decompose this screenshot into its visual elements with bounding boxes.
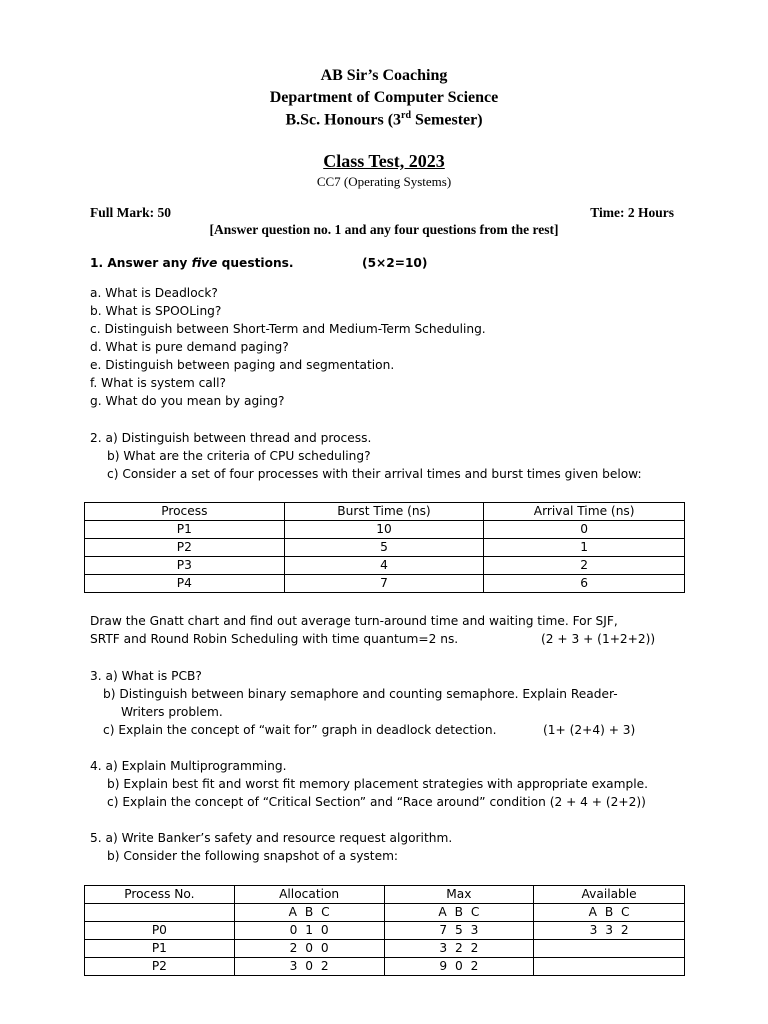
table-cell: 7 bbox=[284, 575, 484, 593]
table-cell: P1 bbox=[85, 940, 235, 958]
q1-item-e: e. Distinguish between paging and segmentation. bbox=[90, 358, 395, 372]
table-cell: P3 bbox=[85, 557, 285, 575]
test-title: Class Test, 2023 bbox=[323, 151, 445, 171]
q4-a: 4. a) Explain Multiprogramming. bbox=[90, 759, 287, 773]
table-subheader-row bbox=[85, 904, 685, 922]
q2-after-line1: Draw the Gnatt chart and find out average turn-around time and waiting time. For SJF, bbox=[90, 614, 618, 628]
table-cell: P2 bbox=[85, 539, 285, 557]
table-header-cell: Arrival Time (ns) bbox=[484, 503, 685, 521]
table-cell bbox=[534, 940, 685, 958]
table-header-cell: Process bbox=[85, 503, 285, 521]
q3-c: c) Explain the concept of “wait for” graph in deadlock detection. bbox=[103, 723, 497, 737]
table-cell: 2 0 0 bbox=[234, 940, 384, 958]
table-cell: P1 bbox=[85, 521, 285, 539]
instruction: [Answer question no. 1 and any four questions from the rest] bbox=[209, 222, 559, 237]
table-header-row bbox=[85, 503, 685, 521]
table-cell: 0 1 0 bbox=[234, 922, 384, 940]
table-cell: P2 bbox=[85, 958, 235, 976]
q1-suffix: questions. bbox=[217, 256, 294, 270]
table-cell: 10 bbox=[284, 521, 484, 539]
q1-marks: (5×2=10) bbox=[362, 256, 428, 270]
table-row bbox=[85, 575, 685, 593]
department-name: Department of Computer Science bbox=[269, 89, 499, 106]
table-cell: 3 2 2 bbox=[384, 940, 534, 958]
q2-after-line2: SRTF and Round Robin Scheduling with time quantum=2 ns. bbox=[90, 632, 459, 646]
q4-c: c) Explain the concept of “Critical Section” and “Race around” condition (2 + 4 + (2+2)) bbox=[107, 795, 646, 809]
table-header-row bbox=[85, 886, 685, 904]
q1-item-c: c. Distinguish between Short-Term and Medium-Term Scheduling. bbox=[90, 322, 486, 336]
q3-b2: Writers problem. bbox=[121, 705, 223, 719]
course-name bbox=[0, 110, 768, 129]
table-cell: 7 5 3 bbox=[384, 922, 534, 940]
table-row bbox=[85, 922, 685, 940]
table-cell: P0 bbox=[85, 922, 235, 940]
q4-b: b) Explain best fit and worst fit memory placement strategies with appropriate example. bbox=[107, 777, 649, 791]
course-prefix: B.Sc. Honours (3 bbox=[285, 111, 402, 129]
course-suffix: Semester) bbox=[411, 111, 483, 129]
table-cell: 3 0 2 bbox=[234, 958, 384, 976]
table-cell: 1 bbox=[484, 539, 685, 557]
table-subheader-cell: A B C bbox=[234, 904, 384, 922]
table-cell: 5 bbox=[284, 539, 484, 557]
q3-b1: b) Distinguish between binary semaphore and counting semaphore. Explain Reader- bbox=[103, 687, 618, 701]
q1-item-g: g. What do you mean by aging? bbox=[90, 394, 285, 408]
q1-emph: five bbox=[191, 256, 218, 270]
table-row bbox=[85, 958, 685, 976]
q5-b: b) Consider the following snapshot of a system: bbox=[107, 849, 399, 863]
table-header-cell: Available bbox=[534, 886, 685, 904]
q1-prefix: 1. Answer any bbox=[90, 256, 192, 270]
table-subheader-cell bbox=[85, 904, 235, 922]
table-cell: 4 bbox=[284, 557, 484, 575]
table-row bbox=[85, 521, 685, 539]
table-header-cell: Allocation bbox=[234, 886, 384, 904]
table-subheader-cell: A B C bbox=[384, 904, 534, 922]
time-limit: Time: 2 Hours bbox=[590, 205, 674, 220]
table-cell: 3 3 2 bbox=[534, 922, 685, 940]
q1-item-b: b. What is SPOOLing? bbox=[90, 304, 222, 318]
table-cell: P4 bbox=[85, 575, 285, 593]
table-header-cell: Process No. bbox=[85, 886, 235, 904]
table-cell: 2 bbox=[484, 557, 685, 575]
process-table bbox=[84, 502, 685, 593]
table-header-cell: Max bbox=[384, 886, 534, 904]
course-sup: rd bbox=[401, 110, 412, 121]
coaching-name: AB Sir’s Coaching bbox=[320, 67, 448, 84]
table-cell: 6 bbox=[484, 575, 685, 593]
table-subheader-cell: A B C bbox=[534, 904, 685, 922]
question-1 bbox=[90, 256, 294, 270]
table-cell: 0 bbox=[484, 521, 685, 539]
q3-marks: (1+ (2+4) + 3) bbox=[543, 723, 636, 737]
q2-b: b) What are the criteria of CPU scheduling? bbox=[107, 449, 371, 463]
paper-name: CC7 (Operating Systems) bbox=[316, 174, 452, 189]
table-cell bbox=[534, 958, 685, 976]
table-header-cell: Burst Time (ns) bbox=[284, 503, 484, 521]
q5-a: 5. a) Write Banker’s safety and resource request algorithm. bbox=[90, 831, 453, 845]
q1-item-f: f. What is system call? bbox=[90, 376, 227, 390]
q2-marks: (2 + 3 + (1+2+2)) bbox=[541, 632, 656, 646]
table-row bbox=[85, 539, 685, 557]
table-row bbox=[85, 557, 685, 575]
q2-c: c) Consider a set of four processes with their arrival times and burst times given below: bbox=[107, 467, 642, 481]
table-row bbox=[85, 940, 685, 958]
q1-item-d: d. What is pure demand paging? bbox=[90, 340, 289, 354]
full-mark: Full Mark: 50 bbox=[90, 205, 171, 220]
table-cell: 9 0 2 bbox=[384, 958, 534, 976]
q3-a: 3. a) What is PCB? bbox=[90, 669, 202, 683]
q2-a: 2. a) Distinguish between thread and process. bbox=[90, 431, 372, 445]
bankers-table bbox=[84, 885, 685, 976]
q1-item-a: a. What is Deadlock? bbox=[90, 286, 218, 300]
